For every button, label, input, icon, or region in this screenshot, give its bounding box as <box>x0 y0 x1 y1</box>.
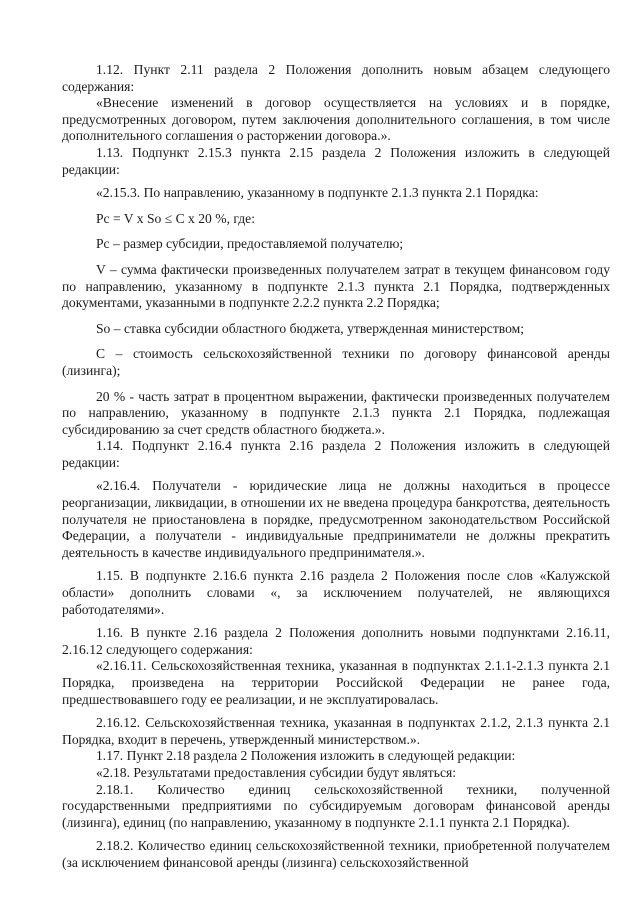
definition-v: V – сумма фактически произведенных получателем затрат в текущем финансовом году по направлению, указанному в подпункте 2.1.3 пункта 2.1 Порядка, подтвержденных документами, указанными в подпункте 2.2.2 пункта 2.2 Порядка; <box>62 261 610 311</box>
definition-so: So – ставка субсидии областного бюджета, утвержденная министерством; <box>96 320 525 336</box>
paragraph-2-18-2: 2.18.2. Количество единиц сельскохозяйственной техники, приобретенной получателем (за исключением финансовой аренды (лизинга) сельскохозяйственной <box>62 838 610 870</box>
paragraph-1-12-quote: «Внесение изменений в договор осуществляется на условиях и в порядке, предусмотренных договором, путем заключения дополнительного соглашения, в том числе дополнительного соглашения о расторжении договора.». <box>62 95 610 144</box>
definition-pc: Pc – размер субсидии, предоставляемой получателю; <box>96 236 404 252</box>
paragraph-2-15-3: «2.15.3. По направлению, указанному в подпункте 2.1.3 пункта 2.1 Порядка: <box>96 185 539 201</box>
paragraph-1-12: 1.12. Пункт 2.11 раздела 2 Положения дополнить новым абзацем следующего содержания: <box>62 62 610 94</box>
definition-20-percent: 20 % - часть затрат в процентном выражении, фактически произведенных получателем по направлению, указанному в подпункте 2.1.3 пункта 2.1 Порядка, подлежащая субсидированию за счет средств областного бюджета.». <box>62 388 610 437</box>
paragraph-1-14: 1.14. Подпункт 2.16.4 пункта 2.16 раздела 2 Положения изложить в следующей редакции: <box>62 438 610 470</box>
paragraph-2-16-12: 2.16.12. Сельскохозяйственная техника, указанная в подпунктах 2.1.2, 2.1.3 пункта 2.1 Порядка, входит в перечень, утвержденный министерством.». <box>62 715 610 747</box>
paragraph-2-16-4: «2.16.4. Получатели - юридические лица не должны находиться в процессе реорганизации, ликвидации, в отношении их не введена процедура банкротства, деятельность получателя не приостановлена в порядке, предусмотренном законодательством Российской Федерации, а получатели - индивидуальные предприниматели не должны прекратить деятельность в качестве индивидуального предпринимателя.». <box>62 478 610 560</box>
formula: Pc = V x So ≤ C x 20 %, где: <box>96 210 255 226</box>
paragraph-1-17: 1.17. Пункт 2.18 раздела 2 Положения изложить в следующей редакции: <box>96 748 516 764</box>
paragraph-1-16: 1.16. В пункте 2.16 раздела 2 Положения дополнить новыми подпунктами 2.16.11, 2.16.12 следующего содержания: <box>62 625 610 657</box>
paragraph-1-13: 1.13. Подпункт 2.15.3 пункта 2.15 раздела 2 Положения изложить в следующей редакции: <box>62 144 610 177</box>
definition-c: C – стоимость сельскохозяйственной техники по договору финансовой аренды (лизинга); <box>62 346 610 378</box>
document-page <box>62 62 610 872</box>
paragraph-2-16-11: «2.16.11. Сельскохозяйственная техника, указанная в подпунктах 2.1.1-2.1.3 пункта 2.1 Порядка, произведена на территории Российской Федерации не ранее года, предшествовавшего году ее реализации, и не эксплуатировалась. <box>62 658 610 707</box>
paragraph-2-18-1: 2.18.1. Количество единиц сельскохозяйственной техники, полученной государственными предприятиями по субсидируемым договорам финансовой аренды (лизинга), единиц (по направлению, указанному в подпункте 2.1.1 пункта 2.1 Порядка). <box>62 781 610 830</box>
paragraph-1-15: 1.15. В подпункте 2.16.6 пункта 2.16 раздела 2 Положения после слов «Калужской области» дополнить словами «, за исключением получателей, не являющихся работодателями». <box>62 568 610 617</box>
paragraph-2-18: «2.18. Результатами предоставления субсидии будут являться: <box>96 764 457 780</box>
